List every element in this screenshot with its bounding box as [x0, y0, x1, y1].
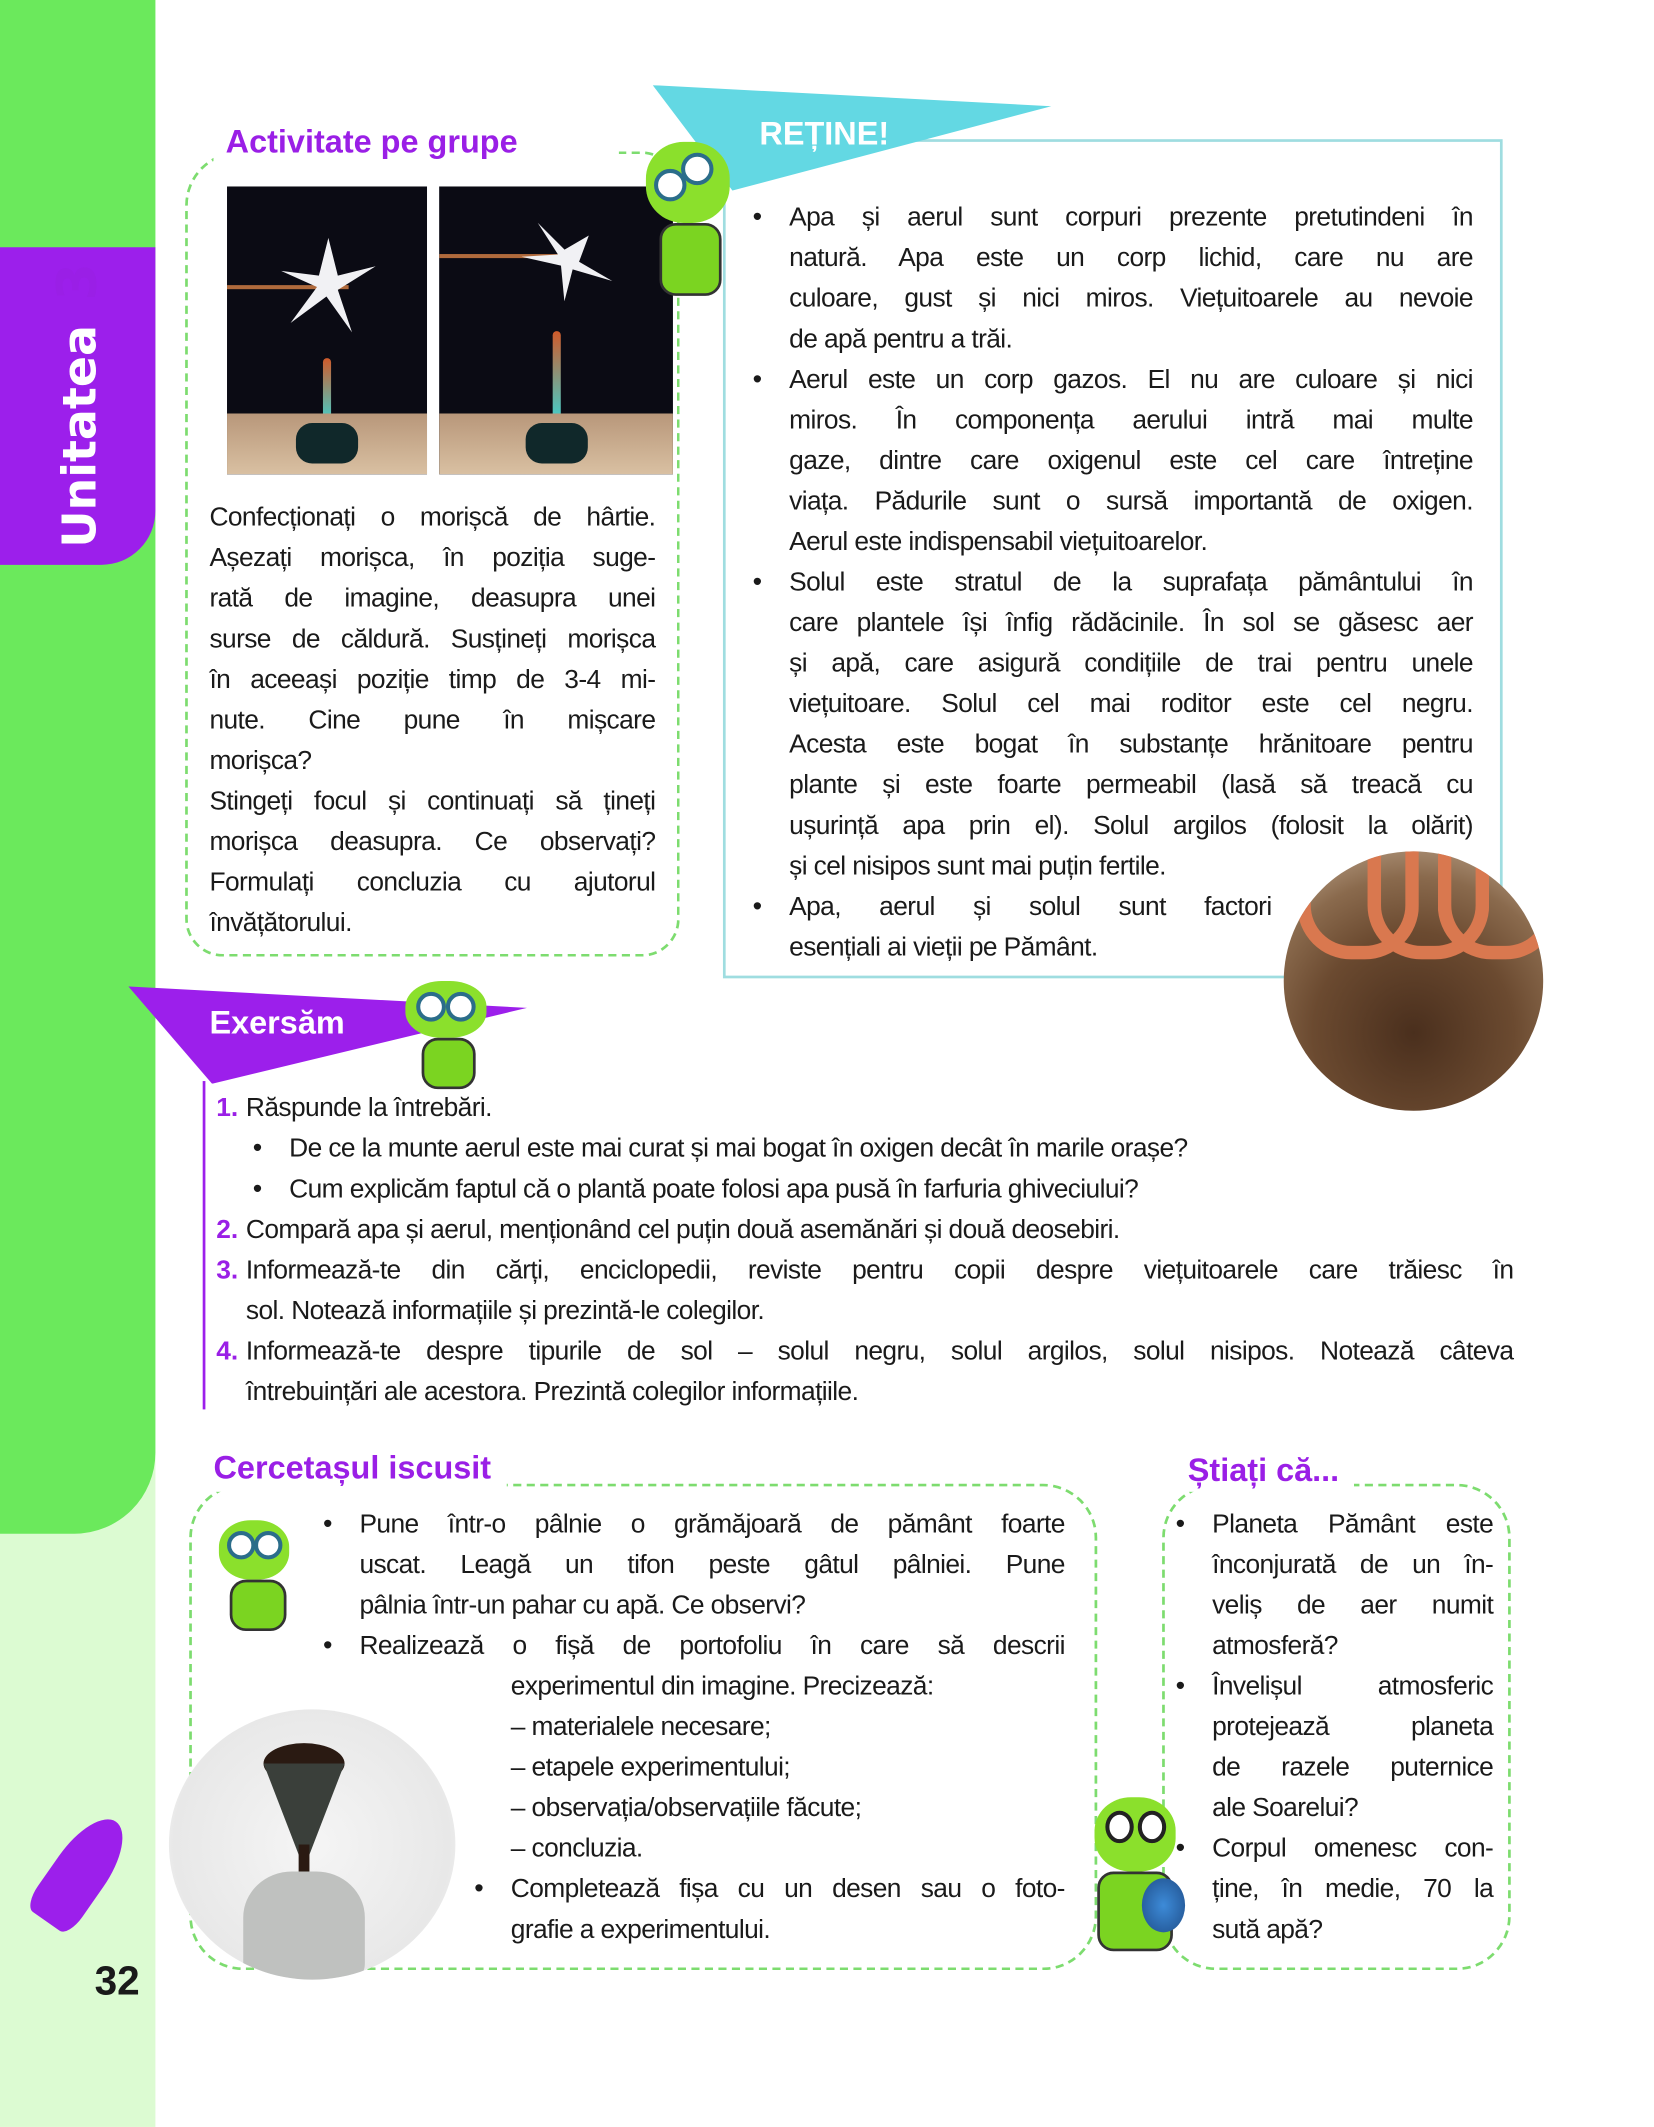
text-line: veliș de aer numit	[1212, 1590, 1494, 1621]
cercetas-text	[359, 1504, 1064, 1950]
unit-label-text: Unitatea	[53, 324, 108, 548]
text-line: • Completează fișa cu un desen sau o foto-	[510, 1874, 1065, 1904]
text-line: morișca?	[209, 745, 312, 776]
text-line: – materialele necesare;	[510, 1712, 771, 1742]
text-line: experimentul din imagine. Precizează:	[510, 1671, 934, 1702]
exercise-number: 1.	[216, 1093, 239, 1123]
text-line: – etapele experimentului;	[510, 1752, 791, 1783]
text-line: Așezați morișca, în poziția suge-	[209, 543, 656, 573]
text-line: Compară apa și aerul, menționând cel puțin două asemănări și două deosebiri.	[245, 1214, 1120, 1245]
paragraph	[511, 1666, 1065, 1869]
stiati-text	[1212, 1504, 1493, 1950]
text-line: • Învelișul atmosferic	[1212, 1671, 1494, 1702]
exercise-item	[216, 1250, 1513, 1331]
paragraph	[246, 1088, 1514, 1129]
pinwheel-photo-1	[227, 186, 427, 474]
text-line: • De ce la munte aerul este mai curat și mai bogat în oxigen decât în marile orașe?	[289, 1128, 1513, 1169]
text-line: înconjurată de un în-	[1212, 1549, 1494, 1580]
text-line: pâlnia într-un pahar cu apă. Ce observi?	[359, 1590, 806, 1621]
text-line: sută apă?	[1212, 1914, 1323, 1945]
text-line: și cel nisipos sunt mai puțin fertile.	[789, 851, 1166, 882]
text-line: plante și este foarte permeabil (lasă să treacă cu	[789, 770, 1473, 800]
text-line: esențiali ai vieții pe Pământ.	[789, 932, 1098, 963]
stiati-title: Știați că...	[1187, 1452, 1340, 1490]
robot-mascot-icon	[392, 962, 500, 1090]
robot-mascot-icon	[203, 1507, 311, 1635]
text-line: • Aerul este un corp gazos. El nu are culoare și nici	[789, 364, 1473, 395]
paragraph	[209, 781, 655, 943]
sidebar-strip-green	[0, 0, 155, 1534]
text-line: Formulați concluzia cu ajutorul	[209, 867, 656, 898]
text-line: care plantele își înfig rădăcinile. În sol se găsesc aer	[789, 608, 1473, 638]
text-line: natură. Apa este un corp lichid, care nu are	[789, 243, 1473, 273]
robot-mascot-icon	[635, 128, 743, 304]
text-line: Stingeți focul și continuați să țineți	[209, 786, 656, 817]
text-line: Acesta este bogat în substanțe hrănitoare pentru	[789, 729, 1473, 760]
exercise-number: 4.	[216, 1336, 239, 1367]
bullet-item	[1212, 1666, 1493, 1828]
unit-number: 3	[46, 262, 109, 301]
text-line: de razele puternice	[1212, 1752, 1494, 1783]
text-line: • Solul este stratul de la suprafața pământului în	[789, 567, 1473, 598]
exercise-number: 2.	[216, 1214, 239, 1245]
exersam-divider	[203, 1081, 206, 1409]
text-line: protejează planeta	[1212, 1712, 1494, 1742]
text-line: • Apa și aerul sunt corpuri prezente pretutindeni în	[789, 202, 1473, 233]
cercetas-title: Cercetașul iscusit	[213, 1449, 492, 1487]
text-line: morișca deasupra. Ce observați?	[209, 826, 656, 857]
bullet-item	[1212, 1828, 1493, 1950]
page-number: 32	[94, 1959, 140, 2004]
text-line: surse de căldură. Susțineți morișca	[209, 624, 656, 655]
text-line: învățătorului.	[209, 908, 352, 938]
text-line: culoare, gust și nici miros. Viețuitoarele au nevoie	[789, 283, 1473, 314]
text-line: gaze, dintre care oxigenul este cel care întreține	[789, 445, 1473, 476]
paragraph	[209, 497, 655, 781]
bullet-item	[789, 886, 1271, 967]
bullet-item	[359, 1504, 1064, 1626]
text-line: întrebuințări ale acestora. Prezintă colegilor informațiile.	[245, 1376, 859, 1407]
exersam-list	[216, 1088, 1513, 1412]
exercise-item	[216, 1209, 1513, 1250]
paragraph	[246, 1250, 1514, 1331]
text-line: • Pune într-o pâlnie o grămăjoară de pământ foarte	[359, 1509, 1065, 1540]
text-line: ale Soarelui?	[1212, 1793, 1359, 1823]
bullet-item	[789, 562, 1473, 886]
text-line: uscat. Leagă un tifon peste gâtul pâlniei. Pune	[359, 1549, 1065, 1580]
text-line: rată de imagine, deasupra unei	[209, 583, 656, 614]
soil-photo	[1284, 851, 1543, 1110]
unit-label	[44, 247, 112, 565]
text-line: ține, în medie, 70 la	[1212, 1874, 1494, 1904]
paragraph	[246, 1209, 1514, 1250]
text-line: Informează-te despre tipurile de sol – solul negru, solul argilos, solul nisipos. Notează câteva	[245, 1336, 1514, 1367]
text-line: în aceeași poziție timp de 3-4 mi-	[209, 664, 656, 695]
activity-title: Activitate pe grupe	[225, 124, 518, 161]
exercise-number: 3.	[216, 1255, 239, 1286]
text-line: grafie a experimentului.	[510, 1914, 771, 1945]
bullet-item	[789, 197, 1473, 359]
text-line: miros. În componența aerului intră mai multe	[789, 405, 1473, 436]
text-line: – observația/observațiile făcute;	[510, 1793, 862, 1823]
text-line: • Planeta Pământ este	[1212, 1509, 1494, 1540]
text-line: Informează-te din cărți, enciclopedii, reviste pentru copii despre viețuitoarele care trăiesc în	[245, 1255, 1514, 1286]
text-line: • Corpul omenesc con-	[1212, 1833, 1494, 1864]
paragraph	[246, 1128, 1514, 1209]
text-line: atmosferă?	[1212, 1631, 1338, 1661]
text-line: – concluzia.	[510, 1833, 643, 1864]
text-line: sol. Notează informațiile și prezintă-le colegilor.	[245, 1295, 765, 1326]
text-line: viețuitoare. Solul cel mai roditor este cel negru.	[789, 689, 1473, 719]
text-line: nute. Cine pune în mișcare	[209, 705, 656, 736]
paragraph	[246, 1331, 1514, 1412]
bullet-item	[1212, 1504, 1493, 1666]
bullet-item	[789, 359, 1473, 562]
retine-title: REȚINE!	[759, 116, 890, 153]
text-line: viața. Pădurile sunt o sursă importantă de oxigen.	[789, 486, 1473, 517]
exercise-item	[216, 1088, 1513, 1210]
bullet-item	[359, 1626, 1064, 1667]
exersam-title: Exersăm	[209, 1005, 345, 1042]
text-line: • Cum explicăm faptul că o plantă poate folosi apa pusă în farfuria ghiveciului?	[289, 1169, 1513, 1210]
text-line: • Realizează o fișă de portofoliu în care să descrii	[359, 1631, 1065, 1661]
text-line: de apă pentru a trăi.	[789, 324, 1013, 355]
robot-earth-icon	[1081, 1757, 1189, 1960]
text-line: Confecționați o morișcă de hârtie.	[209, 502, 656, 533]
text-line: • Apa, aerul și solul sunt factori	[789, 891, 1272, 922]
activity-text	[209, 497, 655, 943]
bullet-item	[511, 1869, 1065, 1950]
text-line: și apă, care asigură condițiile de trai pentru unele	[789, 648, 1473, 679]
text-line: Răspunde la întrebări.	[245, 1093, 492, 1123]
exercise-item	[216, 1331, 1513, 1412]
text-line: Aerul este indispensabil viețuitoarelor.	[789, 527, 1208, 557]
text-line: ușurință apa prin el). Solul argilos (folosit la olărit)	[789, 810, 1473, 841]
